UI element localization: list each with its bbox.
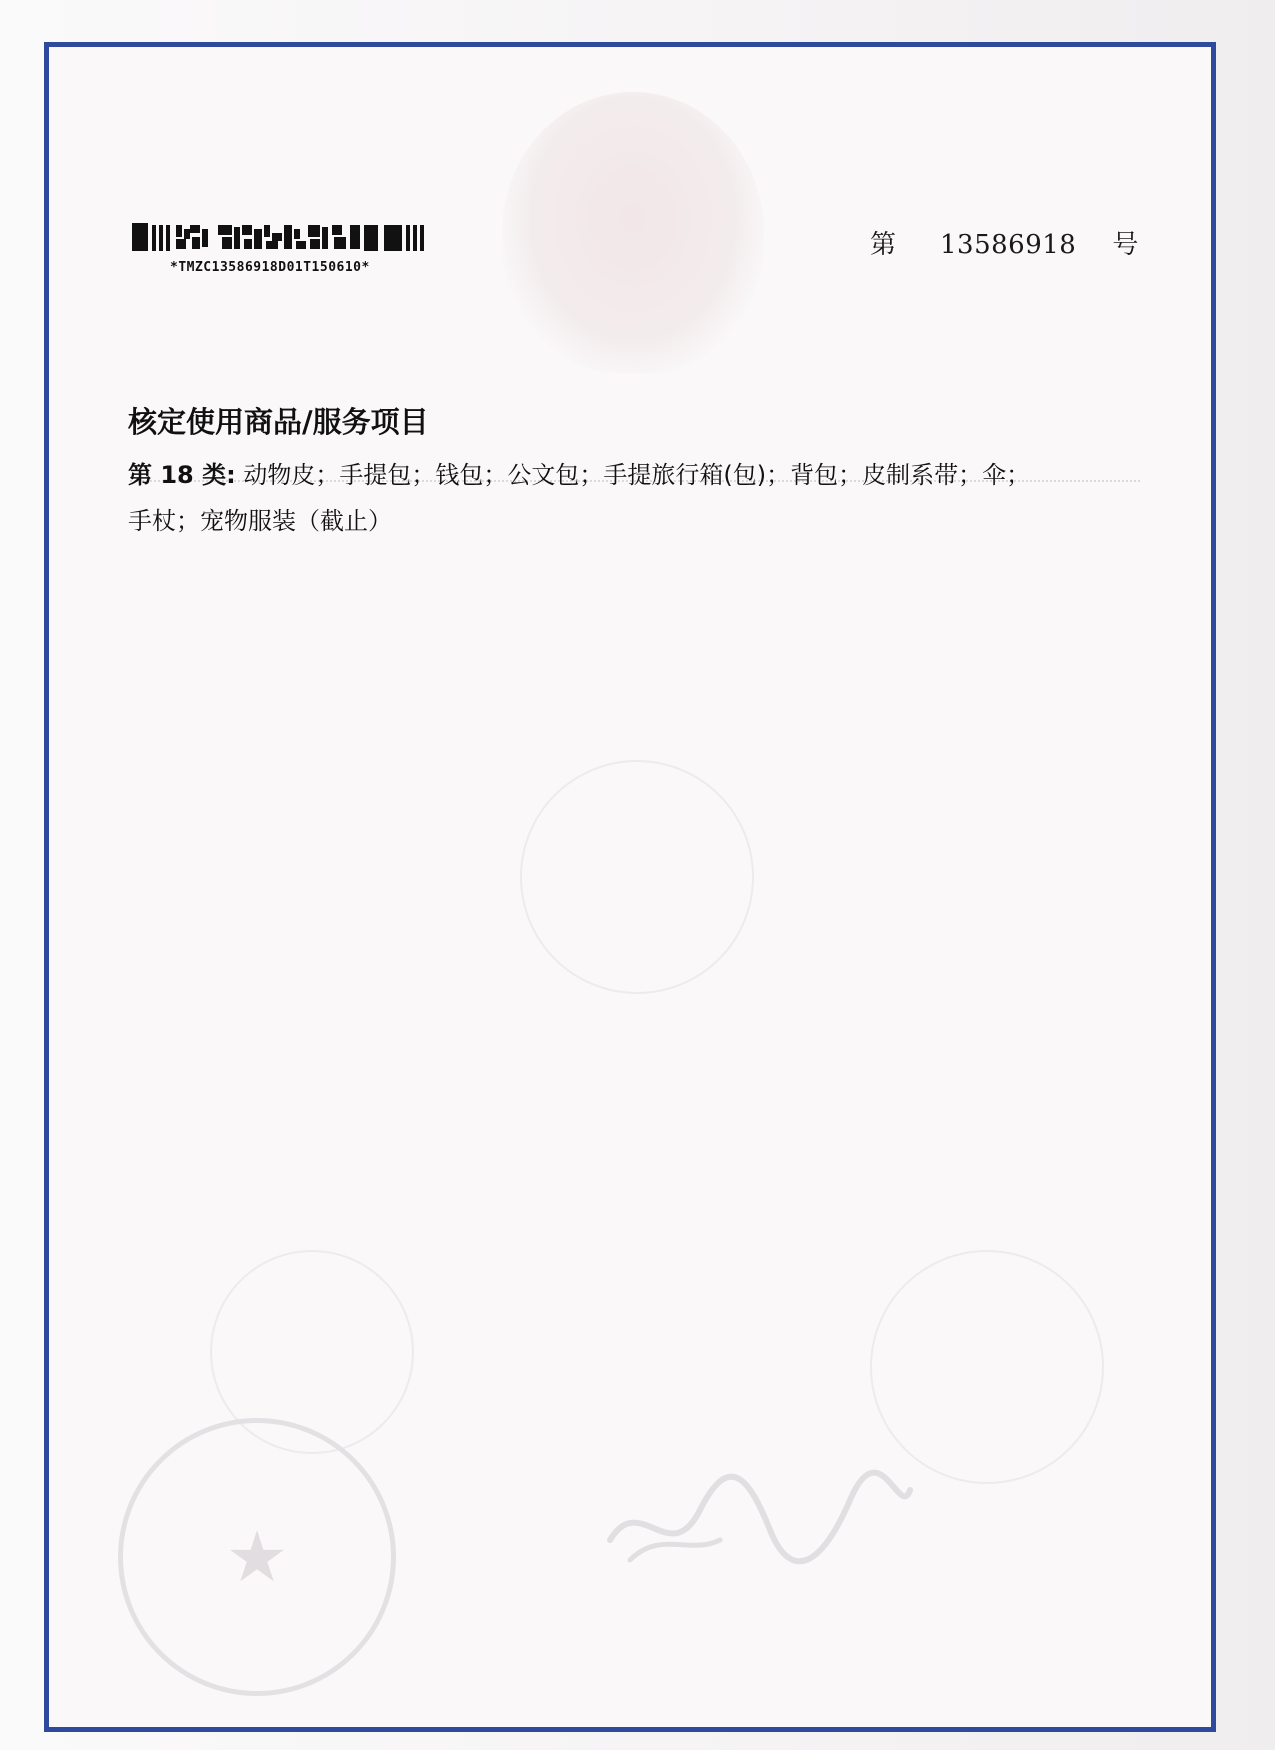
registration-number xyxy=(870,224,1138,261)
goods-items-line2: 手杖；宠物服装（截止） xyxy=(128,507,392,535)
emboss-seal-center xyxy=(520,760,754,994)
emboss-seal-right xyxy=(870,1250,1104,1484)
signature-watermark xyxy=(600,1460,920,1580)
official-stamp-watermark xyxy=(118,1418,396,1696)
star-icon: ★ xyxy=(225,1516,289,1598)
national-emblem-watermark xyxy=(502,92,764,374)
barcode-code-text: *TMZC13586918D01T150610* xyxy=(170,260,370,275)
reg-suffix: 号 xyxy=(1112,230,1139,260)
reg-number-value: 13586918 xyxy=(940,230,1077,260)
barcode xyxy=(132,223,432,253)
goods-list xyxy=(128,452,1128,544)
reg-prefix: 第 xyxy=(870,230,897,260)
barcode-graphic xyxy=(132,223,432,253)
class-label: 第 18 类: xyxy=(128,461,236,489)
goods-items-line1: 动物皮；手提包；钱包；公文包；手提旅行箱(包)；背包；皮制系带；伞； xyxy=(243,461,1031,489)
goods-section-title: 核定使用商品/服务项目 xyxy=(128,405,429,439)
